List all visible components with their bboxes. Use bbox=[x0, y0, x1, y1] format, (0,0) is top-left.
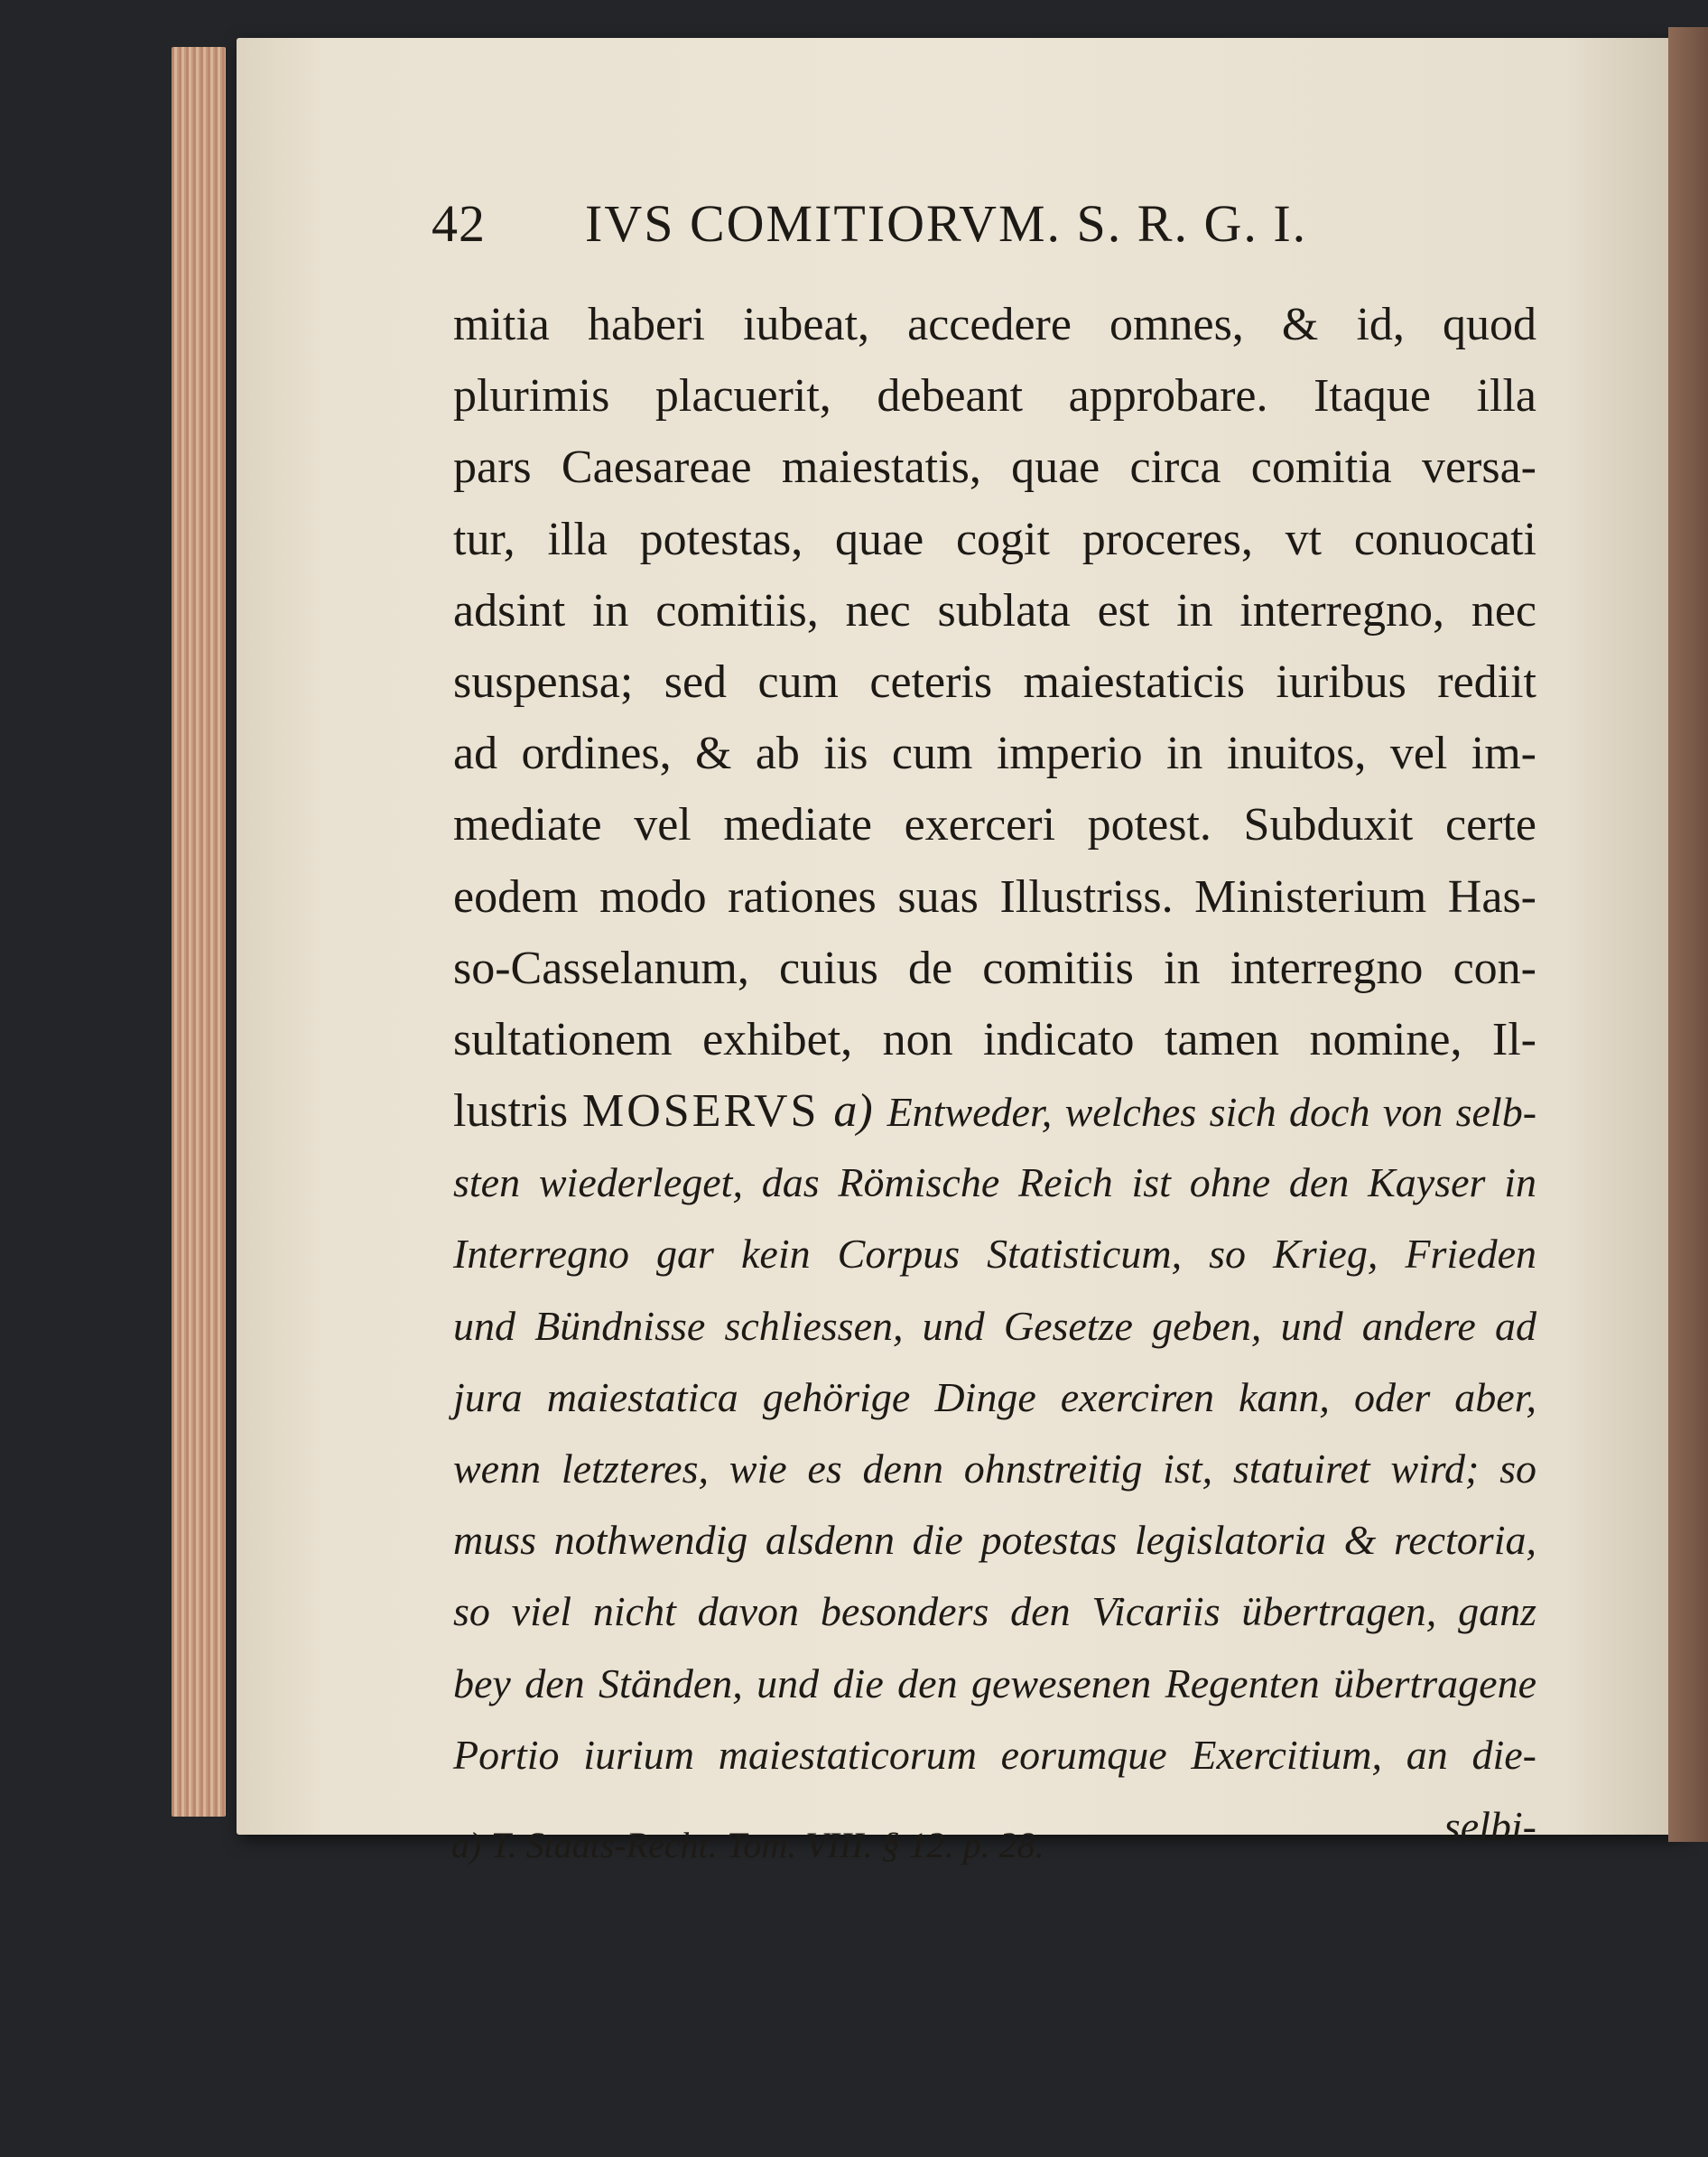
text-line: pars Caesareae maiestatis, quae circa comitia versa- bbox=[453, 442, 1536, 494]
text-line: tur, illa potestas, quae cogit proceres, vt conuocati bbox=[453, 513, 1536, 565]
text-line: so-Casselanum, cuius de comitiis in interregno con- bbox=[453, 942, 1536, 994]
page-number: 42 bbox=[432, 194, 486, 253]
running-title: IVS COMITIORVM. S. R. G. I. bbox=[585, 194, 1308, 253]
text-line: mediate vel mediate exerceri potest. Subduxit certe bbox=[453, 799, 1536, 851]
text-line: plurimis placuerit, debeant approbare. Itaque illa bbox=[453, 370, 1536, 423]
book-page-edges bbox=[172, 47, 226, 1817]
body-text bbox=[453, 289, 1536, 1862]
text-line-mixed bbox=[453, 1075, 1536, 1147]
text-line: suspensa; sed cum ceteris maiestaticis iuribus rediit bbox=[453, 655, 1536, 708]
text-line-italic: wenn letzteres, wie es denn ohnstreitig ist, statuiret wird; so bbox=[453, 1446, 1536, 1492]
text-line: sultationem exhibet, non indicato tamen nomine, Il- bbox=[453, 1013, 1536, 1065]
book-cover-edge bbox=[1668, 27, 1708, 1842]
text-line: eodem modo rationes suas Illustriss. Ministerium Has- bbox=[453, 870, 1536, 923]
footnote: a) T. Staats-Recht. Tom. VIII. § 12. p. 28. bbox=[451, 1825, 1044, 1865]
footnote-marker: a) bbox=[833, 1085, 873, 1138]
text-line-italic: muss nothwendig alsdenn die potestas legislatoria & rectoria, bbox=[453, 1517, 1536, 1564]
text-line: adsint in comitiis, nec sublata est in interregno, nec bbox=[453, 584, 1536, 637]
text-italic: Entweder, welches sich doch von selb- bbox=[886, 1089, 1537, 1136]
catchword: selbi- bbox=[1443, 1802, 1536, 1849]
text-line-italic: jura maiestatica gehörige Dinge exerciren kann, oder aber, bbox=[453, 1373, 1536, 1420]
text-line: mitia haberi iubeat, accedere omnes, & id, quod bbox=[453, 299, 1536, 350]
page-header bbox=[432, 193, 1542, 256]
text-line: ad ordines, & ab iis cum imperio in inuitos, vel im- bbox=[453, 728, 1536, 780]
text-line-italic: so viel nicht davon besonders den Vicariis übertragen, ganz bbox=[453, 1588, 1536, 1635]
text-line-italic: und Bündnisse schliessen, und Gesetze geben, und andere ad bbox=[453, 1302, 1536, 1349]
text-roman: lustris bbox=[453, 1085, 569, 1138]
text-line-italic: sten wiederleget, das Römische Reich ist ohne den Kayser in bbox=[453, 1159, 1536, 1206]
text-line-italic: Portio iurium maiestaticorum eorumque Exercitium, an die- bbox=[453, 1731, 1536, 1778]
text-line-italic: Interregno gar kein Corpus Statisticum, so Krieg, Frieden bbox=[453, 1231, 1536, 1278]
text-line-italic: bey den Ständen, und die den gewesenen Regenten übertragene bbox=[453, 1660, 1536, 1706]
author-name-smallcaps: MOSERVS bbox=[582, 1085, 820, 1138]
